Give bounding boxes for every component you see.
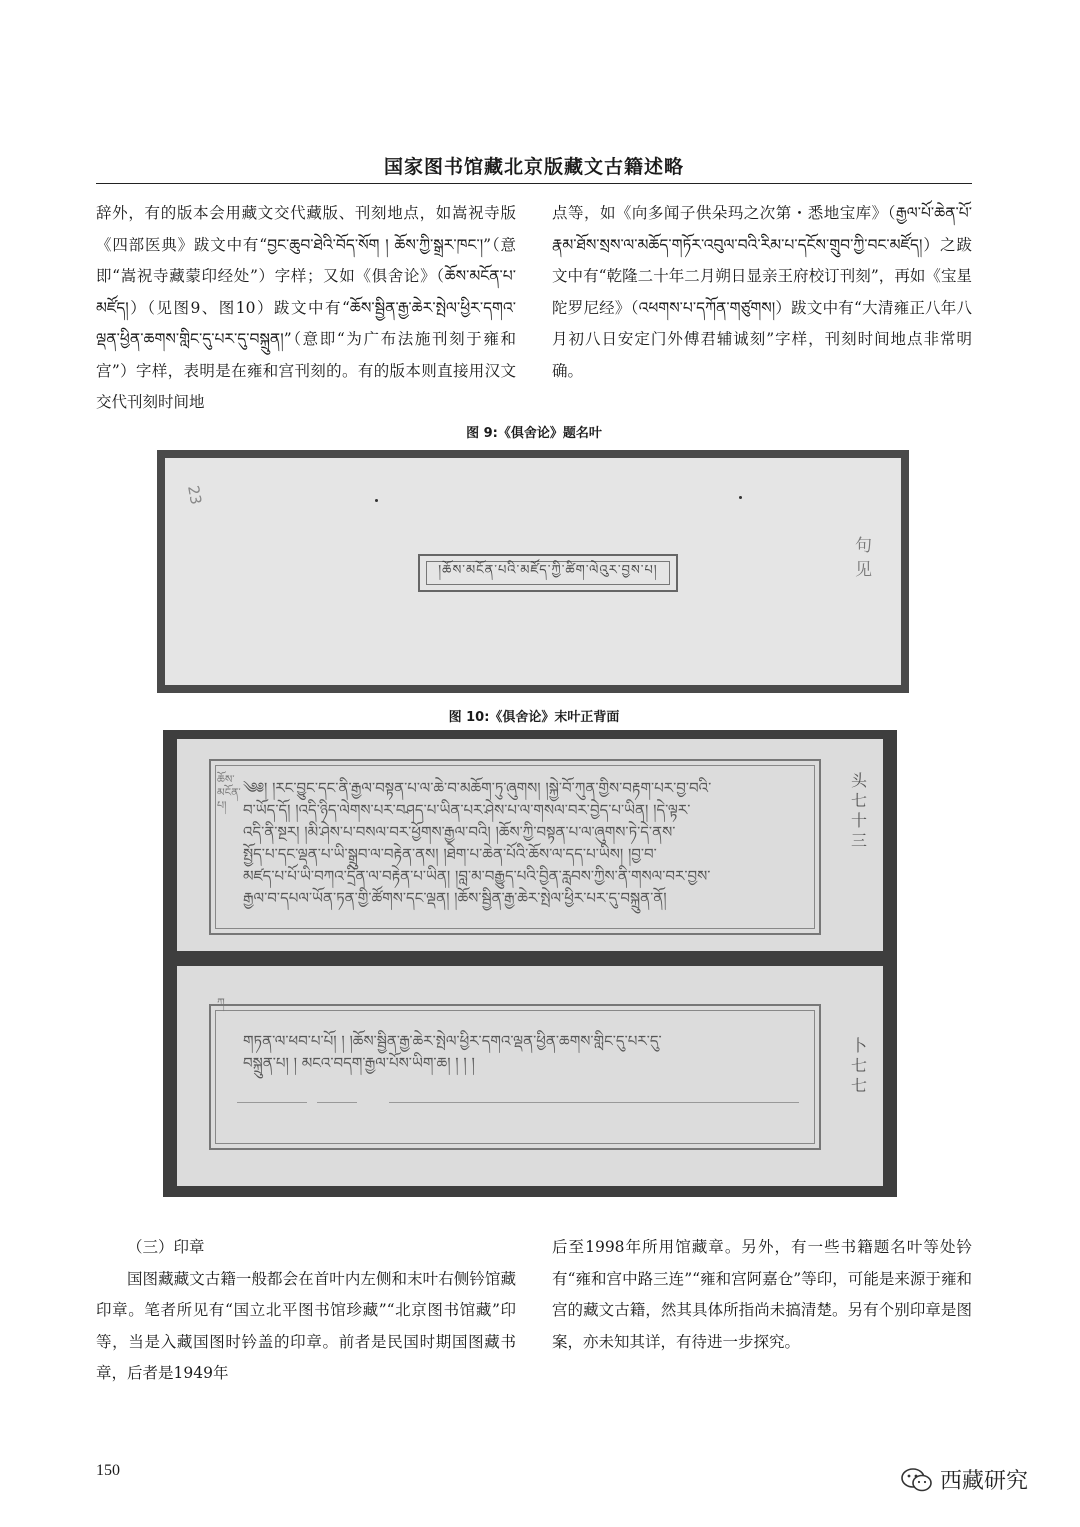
figure10-verso-rule [389, 1102, 799, 1103]
running-title: 国家图书馆藏北京版藏文古籍述略 [383, 156, 684, 178]
figure9-margin-note: 句见 [855, 536, 872, 580]
recto-line: འདི་ནི་སྔར། །མི་ཤེས་པ་བསལ་བར་ཕྱོགས་རྒྱལ་བའི། །ཆོས་ཀྱི་བསྟན་པ་ལ་ཞུགས་ཏེ་དེ་ནས་ [243, 823, 676, 841]
figure10-recto-leaf [177, 739, 883, 951]
body-top-left-column [96, 198, 516, 419]
recto-line: བ་ཡོད་དོ། །འདི་ཉིད་ལེགས་པར་བཤད་པ་ཡིན་པར་ཤེས་པ་ལ་གསལ་བར་བྱེད་པ་ཡིན། །དེ་ལྟར་ [243, 801, 691, 819]
recto-line: ༄༅། །རང་བྱུང་དང་ནི་རྒྱལ་བསྟན་པ་ལ་ཆེ་བ་མཆོག་ཏུ་ཞུགས། །སྐྱེ་བོ་ཀུན་གྱིས་བརྟག་པར་བྱ་བའི་ [243, 779, 712, 797]
figure9-caption: 图 9:《俱舍论》题名叶 [466, 426, 602, 441]
page-number: 150 [96, 1462, 120, 1479]
figure10-verso-side-note: 卜七七 [851, 1036, 868, 1095]
watermark [900, 1464, 1028, 1495]
figure10-verso-rule [317, 1102, 357, 1103]
figure10-verso-text [243, 1030, 809, 1080]
wechat-logo-icon [900, 1466, 934, 1494]
body-bottom-right-paragraph: 后至1998年所用馆藏章。另外，有一些书籍题名叶等处钤有“雍和宫中路三连”“雍和宫阿嘉仓”等印，可能是来源于雍和宫的藏文古籍，然其具体所指尚未搞清楚。另有个别印章是图案，亦未知其详，有待进一步探究。 [552, 1238, 972, 1351]
section-heading: （三）印章 [127, 1238, 205, 1256]
figure9-margin-number: 23 [184, 484, 206, 506]
figure10-recto-text [243, 777, 809, 917]
watermark-text: 西藏研究 [940, 1469, 1029, 1494]
body-bottom-left-paragraph: 国图藏藏文古籍一般都会在首叶内左侧和末叶右侧钤馆藏印章。笔者所见有“国立北平图书馆珍藏”“北京图书馆藏”印等，当是入藏国图时钤盖的印章。前者是民国时期国图藏书章，后者是1949年 [96, 1269, 516, 1382]
verso-line: གཏན་ལ་ཕབ་པ་པོ། ། །ཆོས་སྦྱིན་རྒྱ་ཆེར་སྤེལ་ཕྱིར་དགའ་ལྡན་ཕྱིན་ཆགས་གླིང་དུ་པར་དུ་ [243, 1032, 662, 1050]
recto-line: རྒྱལ་བ་དཔལ་ཡོན་ཏན་གྱི་ཚོགས་དང་ལྡན། །ཆོས་སྦྱིན་རྒྱ་ཆེར་སྤེལ་ཕྱིར་པར་དུ་བསྐྲུན་ནོ། [243, 889, 667, 907]
figure9-title-text: །ཆོས་མངོན་པའི་མཛོད་ཀྱི་ཚིག་ལེའུར་བྱས་པ། [426, 561, 670, 585]
body-top-right-paragraph: 点等，如《向多闻子供朵玛之次第・悉地宝库》（རྒྱལ་པོ་ཆེན་པོ་རྣམ་ཐོས་སྲས་ལ་མཆོད་གཏོར་འབུལ་བའི་རིམ་པ་དངོས་གྲུབ་ཀྱི་བང་མཛོད།）之跋文中有“乾隆二十年二月朔日显亲王府校订刊刻”，再如《宝星陀罗尼经》（འཕགས་པ་དཀོན་གཙུགས།）跋文中有“大清雍正八年八月初八日安定门外傅君辅诚刻”字样，刊刻时间地点非常明确。 [552, 204, 972, 380]
figure9-leaf [165, 458, 901, 685]
header-rule [96, 183, 972, 184]
figure10-image [163, 730, 897, 1197]
body-bottom-right-column [552, 1232, 972, 1358]
figure10-verso-rule [237, 1102, 307, 1103]
body-top-left-paragraph: 辞外，有的版本会用藏文交代藏版、刊刻地点，如嵩祝寺版《四部医典》跋文中有“བྱང་ཆུབ་ཐེའི་བོད་སོག ། ཆོས་ཀྱི་སྒྲར་ཁང་།”（意即“嵩祝寺藏蒙印经处”）字样；又如《俱舍论》（ཆོས་མངོན་པ་མཛོད།）（见图9、图10）跋文中有“ཆོས་སྦྱིན་རྒྱ་ཆེར་སྤེལ་ཕྱིར་དགའ་ལྡན་ཕྱིན་ཆགས་གླིང་དུ་པར་དུ་བསྐྲུན།”（意即“为广布法施刊刻于雍和宫”）字样，表明是在雍和宫刊刻的。有的版本则直接用汉文交代刊刻时间地 [96, 204, 516, 411]
figure10-recto-left-strip: ཆོས་མངོན་པ། [217, 773, 241, 812]
figure9-ink-dot [739, 496, 742, 499]
figure10-verso-leaf [177, 966, 883, 1186]
body-bottom-left-column [96, 1232, 516, 1390]
figure10-verso-left-strip: ཀ [217, 996, 225, 1009]
figure9-ink-dot [375, 499, 378, 502]
figure9-title-slip [418, 554, 678, 592]
recto-line: སྤྱོད་པ་དང་ལྡན་པ་ཡི་སྒྲུབ་ལ་བརྟེན་ནས། །ཐེག་པ་ཆེན་པོའི་ཆོས་ལ་དད་པ་ཡིས། །བྱ་བ་ [243, 845, 657, 863]
figure10-caption: 图 10:《俱舍论》末叶正背面 [448, 710, 620, 725]
body-top-right-column [552, 198, 972, 387]
verso-line: བསྐྲུན་པ། ། མངའ་བདག་རྒྱལ་པོས་ཡིག་ཆ། ། ། ། [243, 1054, 475, 1072]
figure10-recto-side-note: 头七十三 [851, 771, 868, 850]
figure9-image [157, 450, 909, 693]
recto-line: མཛད་པ་པོ་ཡི་བཀའ་དྲིན་ལ་བརྟེན་པ་ཡིན། །བླ་མ་བརྒྱུད་པའི་བྱིན་རླབས་ཀྱིས་ནི་གསལ་བར་བྱས་ [243, 867, 711, 885]
